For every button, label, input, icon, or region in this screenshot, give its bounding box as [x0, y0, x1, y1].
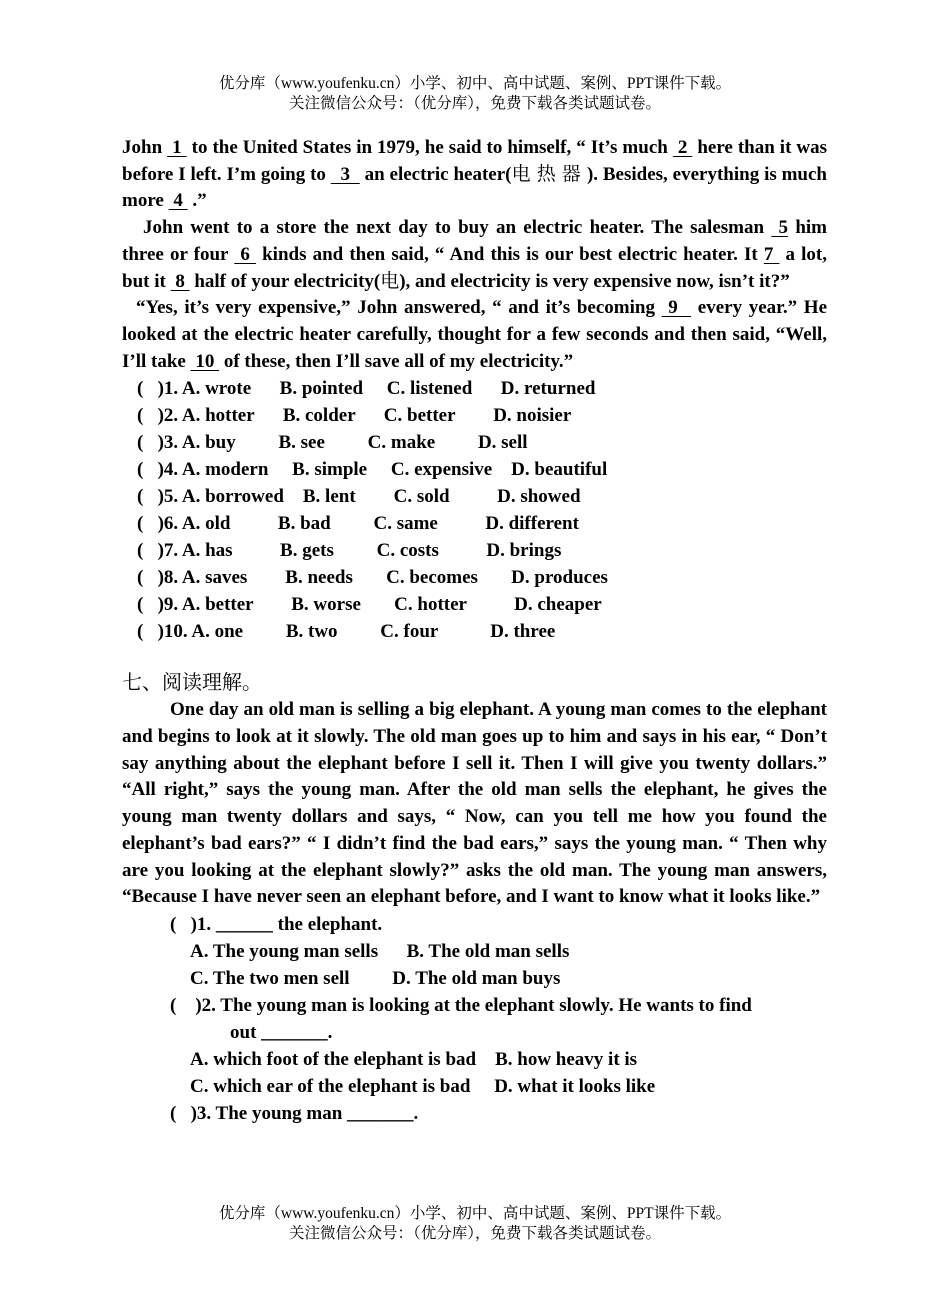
- text: John went to a store the next day to buy an electric heater. The salesman: [143, 217, 772, 239]
- blank-6: 6: [234, 243, 256, 265]
- text: ). Besides, everything is much more: [122, 163, 827, 212]
- text: a lot, but it: [122, 243, 827, 292]
- cloze-question-3: ( )3. A. buy B. see C. make D. sell: [137, 432, 528, 454]
- blank-4: 4: [168, 190, 188, 212]
- blank-10: 10: [190, 350, 220, 372]
- footer-line-1: 优分库（www.youfenku.cn）小学、初中、高中试题、案例、PPT课件下载。: [218, 1205, 732, 1222]
- reading-question-2-stem-cont: out _______.: [230, 1021, 333, 1043]
- text: of these, then I’ll save all of my electricity.”: [219, 350, 574, 372]
- reading-questions: [122, 911, 827, 1127]
- reading-question-2-stem: ( )2. The young man is looking at the elephant slowly. He wants to find: [170, 994, 752, 1016]
- cloze-question-10: ( )10. A. one B. two C. four D. three: [137, 621, 556, 643]
- cloze-paragraph-3: [122, 295, 827, 375]
- chinese-gloss: 电热器: [511, 163, 587, 185]
- blank-2: 2: [672, 137, 693, 158]
- reading-question-1-options-cd: C. The two men sell D. The old man buys: [190, 967, 561, 989]
- footer-line-2: 关注微信公众号：（优分库），免费下载各类试题试卷。: [288, 1225, 661, 1242]
- cloze-question-9: ( )9. A. better B. worse C. hotter D. cheaper: [137, 594, 602, 616]
- cloze-question-8: ( )8. A. saves B. needs C. becomes D. produces: [137, 567, 608, 589]
- section-title-reading: 七、阅读理解。: [122, 670, 262, 695]
- cloze-paragraph-2: [122, 215, 827, 295]
- reading-question-3-stem: ( )3. The young man _______.: [170, 1102, 419, 1124]
- text: half of your electricity(: [189, 270, 381, 292]
- blank-3: 3: [330, 163, 360, 185]
- reading-passage: One day an old man is selling a big elephant. A young man comes to the elephant and begins to look at it slowly. The old man goes up to him and says in his ear, “ Don’t say anything about the elephant before I sell it. Then I will give you twenty dollars.” “All right,” says the young man. After the old man sells the elephant, he gives the young man twenty dollars and says, “ Now, can you tell me how you found the elephant’s bad ears?” “ I didn’t find the bad ears,” says the young man. “ Then why are you looking at the elephant slowly?” asks the old man. The young man answers, “Because I have never seen an elephant before, and I want to know what it looks like.”: [122, 699, 827, 908]
- cloze-question-5: ( )5. A. borrowed B. lent C. sold D. showed: [137, 486, 581, 508]
- text: an electric heater(: [359, 163, 512, 185]
- page-header: [0, 74, 950, 114]
- text: “Yes, it’s very expensive,” John answered, “ and it’s becoming: [136, 297, 662, 319]
- blank-1: 1: [167, 137, 187, 158]
- cloze-questions: [122, 375, 827, 645]
- cloze-question-6: ( )6. A. old B. bad C. same D. different: [137, 513, 579, 535]
- text: kinds and then said, “ And this is our best electric heater. It: [255, 243, 764, 265]
- text: John: [122, 137, 168, 158]
- header-line-1: 优分库（www.youfenku.cn）小学、初中、高中试题、案例、PPT课件下载。: [218, 75, 732, 92]
- text: every year.” He looked at the electric heater carefully, thought for a few seconds and then said, “Well, I’ll take: [122, 297, 827, 372]
- cloze-paragraph-1: [122, 135, 827, 215]
- text: ), and electricity is very expensive now, isn’t it?”: [399, 270, 790, 292]
- chinese-gloss: 电: [380, 270, 400, 292]
- text: to the United States in 1979, he said to himself, “ It’s much: [186, 137, 673, 158]
- reading-question-1-stem: ( )1. ______ the elephant.: [170, 913, 383, 935]
- text: .”: [187, 190, 207, 212]
- blank-8: 8: [170, 270, 190, 292]
- text: him three or four: [122, 217, 827, 265]
- blank-9: 9: [661, 297, 692, 319]
- reading-question-1-options-ab: A. The young man sells B. The old man sells: [190, 940, 570, 962]
- reading-question-2-options-cd: C. which ear of the elephant is bad D. what it looks like: [190, 1075, 656, 1097]
- reading-question-2-options-ab: A. which foot of the elephant is bad B. how heavy it is: [190, 1048, 638, 1070]
- header-line-2: 关注微信公众号：（优分库），免费下载各类试题试卷。: [288, 95, 661, 112]
- text: here than it was before I left. I’m going to: [122, 137, 828, 185]
- cloze-question-1: ( )1. A. wrote B. pointed C. listened D. returned: [137, 378, 596, 400]
- blank-5: 5: [771, 217, 789, 239]
- cloze-question-2: ( )2. A. hotter B. colder C. better D. noisier: [137, 405, 572, 427]
- cloze-question-4: ( )4. A. modern B. simple C. expensive D. beautiful: [137, 459, 608, 481]
- page-footer: [0, 1204, 950, 1244]
- blank-7: 7: [763, 243, 780, 265]
- cloze-question-7: ( )7. A. has B. gets C. costs D. brings: [137, 540, 562, 562]
- worksheet-content: [122, 135, 827, 1127]
